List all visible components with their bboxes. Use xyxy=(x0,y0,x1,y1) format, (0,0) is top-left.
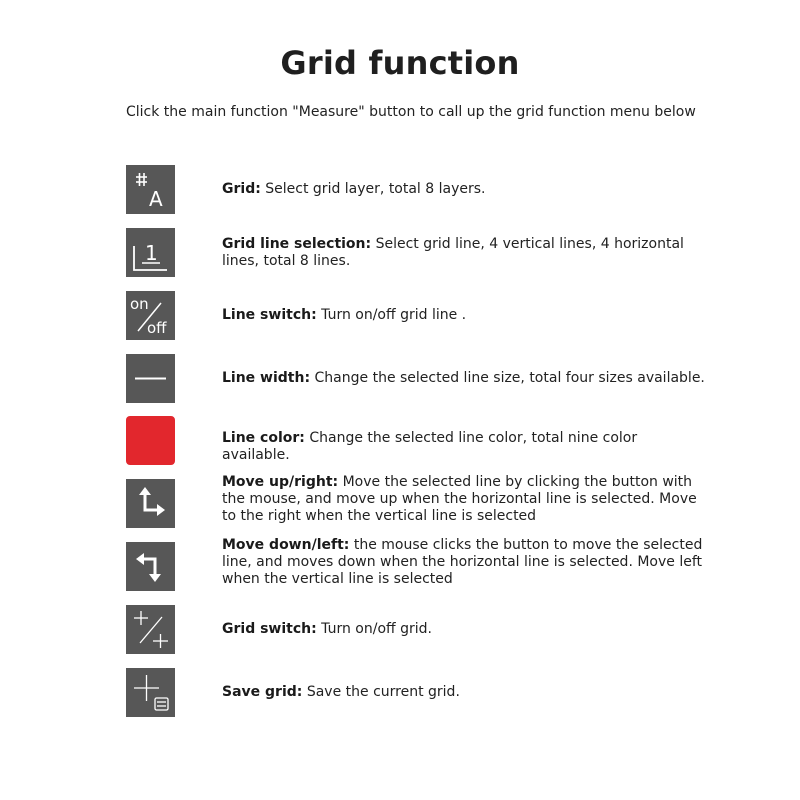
item-label: Grid line selection: xyxy=(222,235,372,252)
move-down-left-icon[interactable] xyxy=(126,542,175,591)
item-label: Grid switch: xyxy=(222,621,317,637)
icon-on-text: on xyxy=(130,295,149,313)
item-label: Save grid: xyxy=(222,684,303,700)
grid-layer-icon[interactable] xyxy=(126,165,175,214)
item-text: Change the selected line color, total nine color available. xyxy=(222,429,638,463)
list-item-line-color xyxy=(126,416,726,464)
move-up-right-description xyxy=(222,475,707,524)
item-text: Turn on/off grid. xyxy=(321,621,432,637)
list-item-grid-switch xyxy=(126,605,726,653)
grid-description xyxy=(222,165,707,214)
save-grid-icon[interactable] xyxy=(126,668,175,717)
list-item-line-switch xyxy=(126,291,726,339)
line-color-description xyxy=(222,422,707,471)
item-label: Line color: xyxy=(222,429,305,446)
item-text: Turn on/off grid line . xyxy=(321,307,467,323)
item-label: Line switch: xyxy=(222,307,317,323)
grid-line-selection-description xyxy=(222,228,707,277)
list-item-move-up-right xyxy=(126,474,726,527)
intro-text: Click the main function "Measure" button to call up the grid function menu below xyxy=(126,104,696,120)
list-item-move-down-left xyxy=(126,537,726,590)
grid-switch-icon[interactable] xyxy=(126,605,175,654)
item-label: Move up/right: xyxy=(222,474,339,490)
grid-line-selection-icon[interactable] xyxy=(126,228,175,277)
item-label: Line width: xyxy=(222,370,311,386)
line-width-icon[interactable] xyxy=(126,354,175,403)
grid-switch-description xyxy=(222,605,707,654)
move-up-right-icon[interactable] xyxy=(126,479,175,528)
move-down-left-description xyxy=(222,538,707,587)
item-text: Select grid line, 4 vertical lines, 4 horizontal lines, total 8 lines. xyxy=(222,235,684,269)
save-grid-description xyxy=(222,668,707,717)
list-item-grid xyxy=(126,165,726,213)
line-width-description xyxy=(222,354,707,403)
svg-text:A: A xyxy=(149,187,163,211)
line-color-icon[interactable] xyxy=(126,416,175,465)
item-text: the mouse clicks the button to move the selected line, and moves down when the horizontal line is selected. Move left when the vertical line is selected xyxy=(222,537,703,587)
icon-digit: 1 xyxy=(145,241,158,265)
page-title: Grid function xyxy=(280,44,520,82)
item-label: Move down/left: xyxy=(222,537,350,553)
item-label: Grid: xyxy=(222,181,261,197)
list-item-line-width xyxy=(126,354,726,402)
item-text: Move the selected line by clicking the button with the mouse, and move up when the horizontal line is selected. Move to the right when the vertical line is selected xyxy=(222,474,697,524)
list-item-grid-line-selection xyxy=(126,228,726,276)
item-text: Change the selected line size, total four sizes available. xyxy=(314,370,705,386)
item-text: Select grid layer, total 8 layers. xyxy=(265,181,486,197)
list-item-save-grid xyxy=(126,668,726,716)
icon-off-text: off xyxy=(147,319,167,337)
item-text: Save the current grid. xyxy=(306,684,460,700)
line-switch-icon[interactable] xyxy=(126,291,175,340)
line-switch-description xyxy=(222,291,707,340)
